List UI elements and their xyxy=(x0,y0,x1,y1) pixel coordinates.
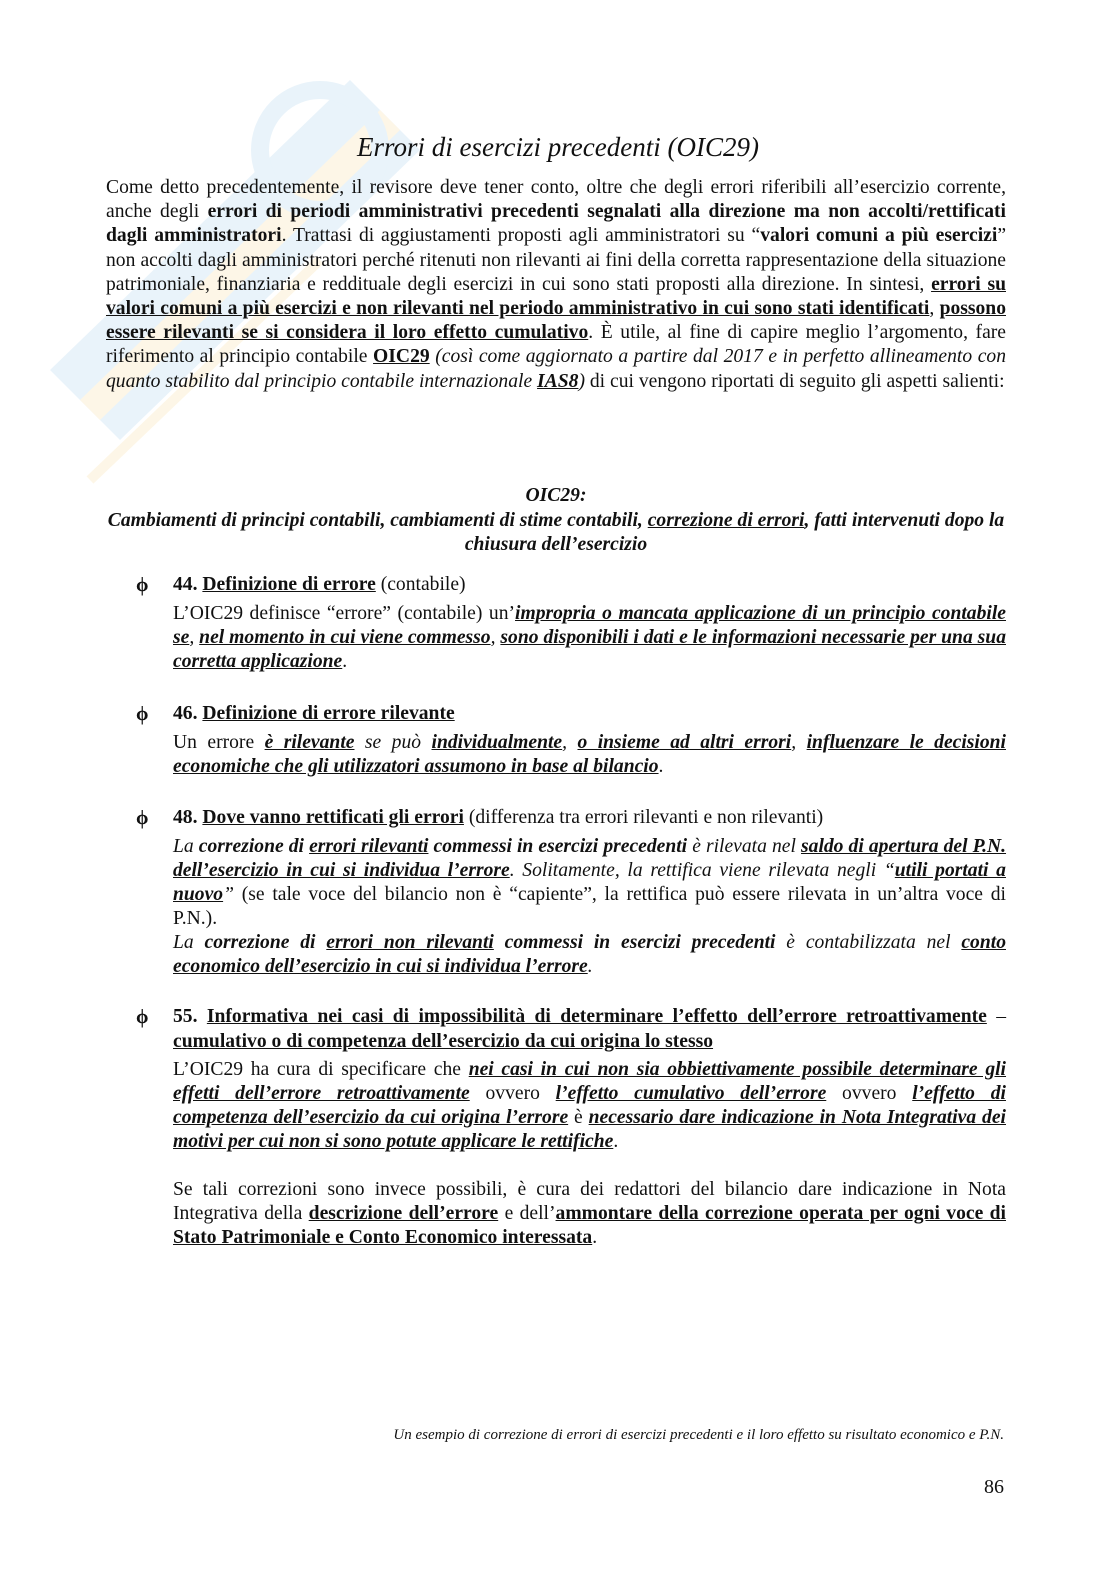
text-run: è xyxy=(568,1107,589,1128)
text-run: Cambiamenti di principi contabili, cambiamenti di stime contabili, xyxy=(107,509,648,531)
text-run: nel momento in cui viene commesso xyxy=(199,626,491,648)
bullet-icon: ϕ xyxy=(136,703,149,725)
text-run: l’effetto cumulativo dell’errore xyxy=(555,1083,827,1104)
text-run: 46. xyxy=(173,703,203,724)
oic29-subtitle xyxy=(106,509,1006,558)
text-run: , xyxy=(189,626,200,648)
text-run: errori non rilevanti xyxy=(326,931,494,953)
text-run: l’effetto di competenza dell’esercizio da cui origina l’errore xyxy=(173,1083,1006,1128)
page-title: Errori di esercizi precedenti (OIC29) xyxy=(357,132,759,162)
text-run: di cui vengono riportati di seguito gli aspetti salienti: xyxy=(584,370,1005,392)
text-run: errori di periodi amministrativi precedenti segnalati alla direzione ma non accolti/rettificati dagli amministratori xyxy=(106,201,1006,247)
text-run: conto economico dell’esercizio in cui si individua l’errore xyxy=(173,931,1006,977)
bullet-icon: ϕ xyxy=(136,807,149,829)
text-run: L’OIC29 definisce “errore” (contabile) un’ xyxy=(173,602,516,624)
text-run: , fatti intervenuti dopo la chiusura dell’esercizio xyxy=(464,509,1005,555)
text-run: commessi in esercizi precedenti xyxy=(428,835,688,857)
text-run: 48. xyxy=(173,807,203,828)
section-heading xyxy=(173,703,455,724)
section-heading xyxy=(173,807,823,828)
oic29-heading xyxy=(106,484,1006,558)
text-run: individualmente xyxy=(431,731,563,753)
text-run: è contabilizzata nel xyxy=(775,931,962,953)
text-run: ovvero xyxy=(469,1083,556,1104)
text-run: . Trattasi di aggiustamenti proposti agli amministratori su “ xyxy=(281,225,761,247)
text-run: errori rilevanti xyxy=(309,835,429,857)
text-run: ammontare della correzione operata per ogni voce di Stato Patrimoniale e Conto Economico interessata xyxy=(173,1203,1006,1248)
text-run: influenzare le decisioni economiche che gli utilizzatori assumono in base al bilancio xyxy=(173,731,1006,777)
text-run: , xyxy=(791,731,807,753)
section-44 xyxy=(136,573,1006,674)
text-run: ” xyxy=(223,883,234,905)
section-48 xyxy=(136,806,1006,979)
page-number: 86 xyxy=(984,1476,1004,1498)
text-run: L’OIC29 ha cura di specificare che xyxy=(173,1059,469,1080)
text-run: Informativa nei casi di impossibilità di determinare l’effetto dell’errore retroattivamente xyxy=(206,1006,987,1027)
text-run: Dove vanno rettificati gli errori xyxy=(202,807,464,828)
text-run: correzione di xyxy=(198,835,310,857)
oic29-label: OIC29: xyxy=(525,485,587,506)
section-heading xyxy=(173,574,466,595)
text-run: . xyxy=(658,755,664,777)
text-run: utili portati a nuovo xyxy=(173,859,1006,905)
text-run: Un errore xyxy=(173,731,265,753)
text-run: – xyxy=(986,1006,1006,1027)
section-heading xyxy=(173,1006,1006,1052)
text-run: è rilevata nel xyxy=(687,835,802,857)
text-run: . Solitamente, la rettifica viene rilevata negli “ xyxy=(509,859,895,881)
text-run: . xyxy=(592,1227,598,1248)
section-paragraph xyxy=(173,835,1006,931)
text-run: (così come aggiornato a partire dal 2017 e in perfetto allineamento con quanto stabilito dal principio contabile internazionale xyxy=(106,346,1007,392)
text-run: e dell’ xyxy=(498,1203,556,1224)
text-run: . xyxy=(587,955,593,977)
text-run: Definizione di errore xyxy=(202,574,376,595)
text-run: necessario dare indicazione in Nota Integrativa dei motivi per cui non si sono potute applicare le rettifiche xyxy=(173,1107,1006,1152)
text-run: Come detto precedentemente, il revisore deve tener conto, oltre che degli errori riferibili all’esercizio corrente, anche degli xyxy=(106,177,1006,223)
text-run: , xyxy=(929,298,940,320)
text-run: (contabile) xyxy=(375,574,466,595)
text-run: , xyxy=(490,626,501,648)
text-run: ” non accolti dagli amministratori perché ritenuti non rilevanti ai fini della corretta rappresentazione della situazione patrimoniale, finanziaria e reddituale degli esercizi in cui sono stati proposti alla direzione. In sintesi, xyxy=(106,225,1007,295)
text-run: ovvero xyxy=(826,1083,913,1104)
text-run: se può xyxy=(354,731,432,753)
text-run: IAS8 xyxy=(537,370,579,392)
text-run: cumulativo o di competenza dell’esercizio da cui origina lo stesso xyxy=(173,1030,714,1052)
text-run: descrizione dell’errore xyxy=(308,1203,499,1224)
section-paragraph xyxy=(173,1058,1006,1154)
section-paragraph xyxy=(173,931,1006,979)
bullet-icon: ϕ xyxy=(136,574,149,596)
text-run: (se tale voce del bilancio non è “capiente”, la rettifica può essere rilevata in un’altra voce di P.N.). xyxy=(173,883,1006,929)
text-run: ) xyxy=(578,370,585,392)
text-run: possono essere rilevanti se si considera il loro effetto cumulativo xyxy=(106,298,1006,344)
text-run: Se tali correzioni sono invece possibili, è cura dei redattori del bilancio dare indicazione in Nota Integrativa della xyxy=(173,1179,1006,1224)
text-run: impropria o mancata applicazione di un principio contabile se xyxy=(173,602,1006,648)
section-paragraph xyxy=(173,731,1006,779)
text-run: o insieme ad altri errori xyxy=(577,731,792,753)
text-run: errori su valori comuni a più esercizi e non rilevanti nel periodo amministrativo in cui sono stati identificati xyxy=(106,273,1006,320)
text-run: commessi in esercizi precedenti xyxy=(493,931,776,953)
text-run: nei casi in cui non sia obbiettivamente possibile determinare gli effetti dell’errore retroattivamente xyxy=(173,1059,1007,1104)
text-run: correzione di errori xyxy=(647,509,805,531)
text-run: . xyxy=(342,650,348,672)
text-run: sono disponibili i dati e le informazioni necessarie per una sua corretta applicazione xyxy=(173,626,1006,672)
text-run: . È utile, al fine di capire meglio l’argomento, fare riferimento al principio contabile xyxy=(106,322,1006,368)
section-paragraph xyxy=(173,602,1006,674)
section-46 xyxy=(136,702,1006,779)
text-run: (differenza tra errori rilevanti e non rilevanti) xyxy=(463,807,824,828)
text-run: 44. xyxy=(173,574,203,595)
text-run: , xyxy=(562,731,578,753)
section-body xyxy=(136,835,1006,979)
section-body xyxy=(136,1058,1006,1250)
text-run: . xyxy=(613,1131,619,1152)
section-body xyxy=(136,731,1006,779)
text-run: La xyxy=(173,835,199,857)
text-run: valori comuni a più esercizi xyxy=(760,225,998,247)
text-run: Definizione di errore rilevante xyxy=(202,703,455,724)
section-55 xyxy=(136,1005,1006,1250)
text-run: 55. xyxy=(173,1006,207,1027)
text-run: La xyxy=(173,931,205,953)
bullet-icon: ϕ xyxy=(136,1006,149,1028)
section-body xyxy=(136,602,1006,674)
text-run: è rilevante xyxy=(264,731,355,753)
section-paragraph xyxy=(173,1178,1006,1250)
text-run: correzione di xyxy=(204,931,327,953)
figure-caption: Un esempio di correzione di errori di esercizi precedenti e il loro effetto su risultato economico e P.N. xyxy=(393,1427,1004,1443)
intro-paragraph xyxy=(106,176,1006,394)
text-run: OIC29 xyxy=(373,346,430,368)
text-run: saldo di apertura del P.N. dell’esercizio in cui si individua l’errore xyxy=(173,835,1007,881)
